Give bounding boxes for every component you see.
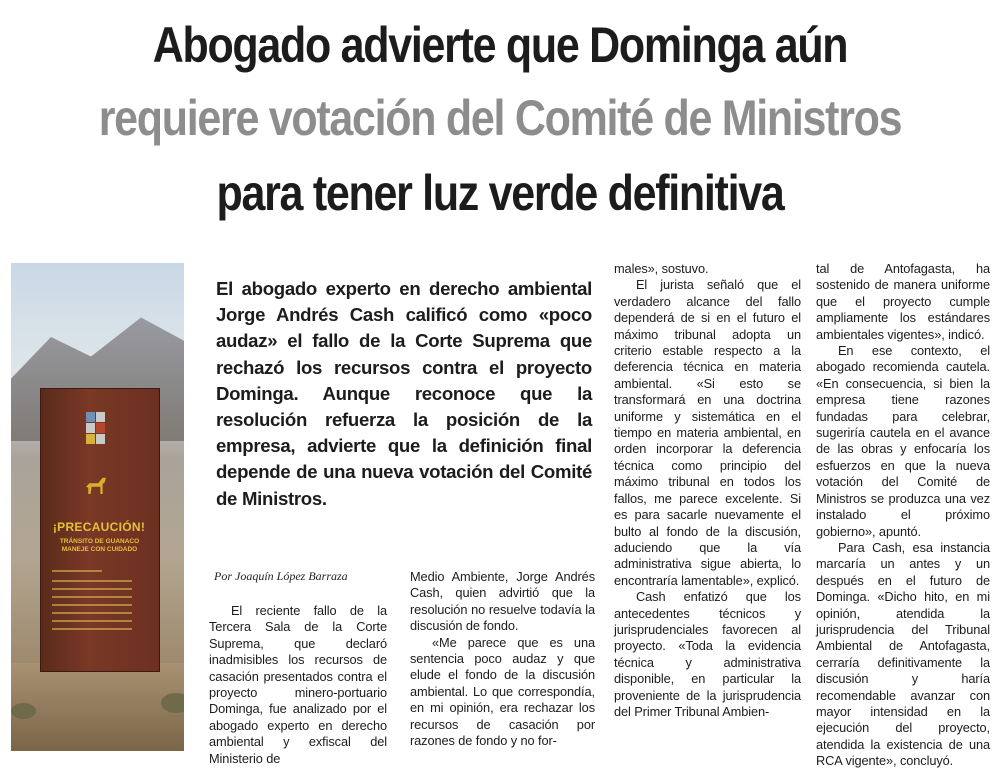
paragraph: En ese contexto, el abogado recomienda cautela. «En consecuencia, si bien la empresa tiene razones fundadas para celebrar, sugeriría cautela en el avance de las obras y enfocaría los esfuerzos en que la nueva votación del Comité de Ministros se produzca una vez instalado el próximo gobierno», apuntó. <box>816 343 990 539</box>
sign-subtitle: TRÁNSITO DE GUANACO MANEJE CON CUIDADO <box>59 538 140 553</box>
sign-text-line <box>52 612 132 614</box>
article-byline: Por Joaquín López Barraza <box>214 569 348 583</box>
paragraph: Medio Ambiente, Jorge Andrés Cash, quien advirtió que la resolución no resuelve todavía la discusión de fondo. <box>410 569 595 634</box>
body-column-3 <box>614 261 801 720</box>
sign-logo-tile <box>86 423 95 433</box>
sign-text-line <box>52 604 132 606</box>
sign-title: ¡PRECAUCIÓN! <box>52 520 146 534</box>
paragraph: El jurista señaló que el verdadero alcance del fallo dependerá de si en el futuro el máximo tribunal adopta un criterio estable respecto a la deferencia técnica en materia ambiental. «Si esto se transformará en una doctrina uniforme y sistemática en el tiempo en materia ambiental, en orden incorporar la deferencia técnica como principio del máximo tribunal en todos los fallos, me parece excelente. Si es para sacarle nuevamente el bulto al fondo de la discusión, aduciendo que la vía administrativa sigue abierta, lo encontraría lamentable», explicó. <box>614 277 801 588</box>
body-column-4 <box>816 261 990 770</box>
sign-text-line <box>52 628 132 630</box>
photo-ground <box>11 663 184 751</box>
sign-logo-tile <box>86 434 95 444</box>
sign-text-line <box>52 596 132 598</box>
paragraph: «Me parece que es una sentencia poco audaz y que elude el fondo de la discusión ambiental. Lo que correspondía, en mi opinión, era rechazar los recursos de casación por razones de fondo y no for- <box>410 634 595 749</box>
sign-text-line <box>52 570 102 572</box>
sign-text-line <box>52 620 132 622</box>
sign-text-line <box>52 580 132 582</box>
sign-logo-tile <box>86 412 95 422</box>
paragraph: Para Cash, esa instancia marcaría un antes y un después en el futuro de Dominga. «Dicho hito, en mi opinión, atendida la jurisprudencia del Tribunal Ambiental de Antofagasta, cerraría definitivamente la discusión y haría recomendable avanzar con mayor intensidad en la ejecución del proyecto, atendida la existencia de una RCA vigente», concluyó. <box>816 539 990 769</box>
sign-logo-tile <box>96 412 105 422</box>
photo-bush <box>11 703 36 719</box>
body-column-2 <box>410 569 595 749</box>
body-column-1 <box>209 603 387 767</box>
paragraph: Cash enfatizó que los antecedentes técnicos y jurisprudenciales favorecen al proyecto. «Toda la evidencia técnica y administrativa disponible, en particular la proveniente de la jurisprudencia del Primer Tribunal Ambien- <box>614 589 801 719</box>
paragraph: El reciente fallo de la Tercera Sala de la Corte Suprema, que declaró inadmisibles los recursos de casación presentados contra el proyecto minero-portuario Dominga, fue analizado por el abogado experto en derecho ambiental y exfiscal del Ministerio de <box>209 603 387 766</box>
sign-logo-tile <box>96 423 105 433</box>
paragraph: males», sostuvo. <box>614 261 709 276</box>
headline-line-1: Abogado advierte que Dominga aún <box>152 17 848 73</box>
photo-bush <box>161 693 184 713</box>
paragraph: tal de Antofagasta, ha sostenido de manera uniforme que el proyecto cumple ampliamente los estándares ambientales vigentes», indicó. <box>816 261 990 342</box>
sign-text-line <box>52 588 132 590</box>
headline-line-2: requiere votación del Comité de Ministros <box>98 90 902 146</box>
sign-logo-tile <box>96 434 105 444</box>
article-lead: El abogado experto en derecho ambiental Jorge Andrés Cash calificó como «poco audaz» el fallo de la Corte Suprema que rechazó los recursos contra el proyecto Dominga. Aunque reconoce que la resolución refuerza la posición de la empresa, advierte que la definición final depende de una nueva votación del Comité de Ministros. <box>216 278 592 509</box>
headline-line-3: para tener luz verde definitiva <box>216 165 784 221</box>
